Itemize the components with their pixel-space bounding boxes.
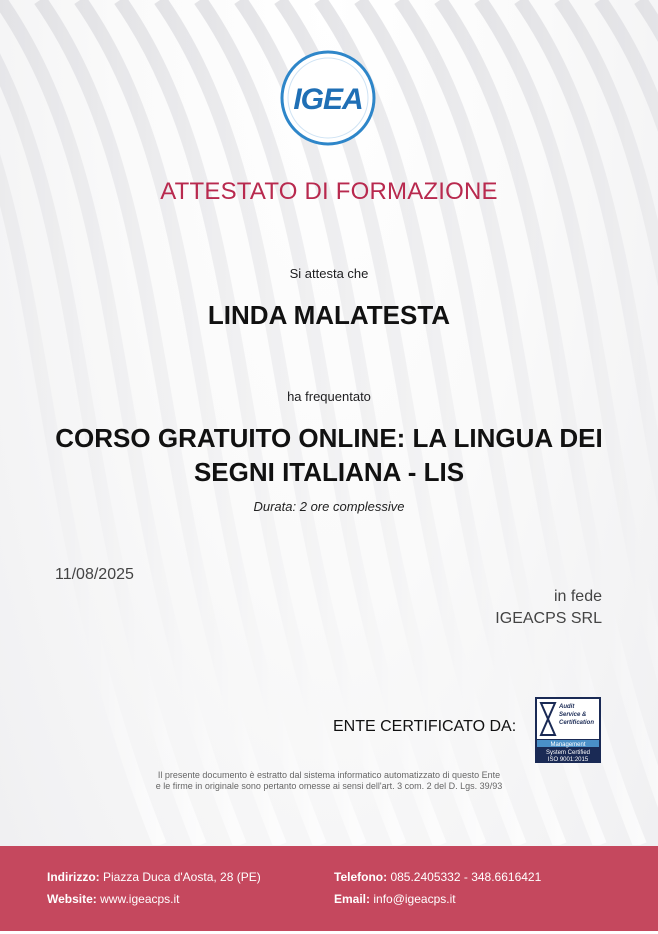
email-label: Email: — [334, 892, 371, 906]
footer-website — [47, 892, 180, 906]
website-link[interactable]: www.igeacps.it — [100, 892, 180, 906]
issue-date: 11/08/2025 — [55, 566, 134, 583]
svg-text:Certification: Certification — [559, 720, 595, 726]
svg-text:System Certified: System Certified — [545, 750, 591, 756]
issuer-name: IGEACPS SRL — [495, 610, 602, 627]
logo-text: IGEA — [293, 83, 363, 116]
svg-text:Audit: Audit — [559, 704, 575, 710]
igea-logo-icon — [279, 49, 377, 147]
in-fede-text: in fede — [553, 588, 602, 605]
address-value: Piazza Duca d'Aosta, 28 (PE) — [103, 870, 261, 884]
course-title-line-2: SEGNI ITALIANA - LIS — [193, 457, 465, 487]
disclaimer-line-1: Il presente documento è estratto dal sistema informatico automatizzato di questo Ente — [157, 770, 501, 780]
phone-label: Telefono: — [334, 870, 388, 884]
recipient-name: LINDA MALATESTA — [207, 300, 451, 330]
legal-disclaimer — [120, 770, 538, 792]
svg-text:Service &: Service & — [559, 712, 587, 718]
audit-certification-badge-icon — [535, 697, 601, 763]
address-label: Indirizzo: — [47, 870, 100, 884]
signature-block — [495, 586, 602, 630]
svg-text:Management: Management — [550, 742, 586, 748]
phone-value: 085.2405332 - 348.6616421 — [390, 870, 542, 884]
course-duration: Durata: 2 ore complessive — [253, 499, 405, 514]
footer-email — [334, 892, 456, 906]
course-title-line-1: CORSO GRATUITO ONLINE: LA LINGUA DEI — [55, 423, 603, 453]
footer-address — [47, 870, 261, 884]
attest-line: Si attesta che — [289, 266, 369, 281]
footer-phone — [334, 870, 541, 884]
contact-footer — [0, 846, 658, 931]
certified-by-label: ENTE CERTIFICATO DA: — [333, 718, 517, 735]
disclaimer-line-2: e le firme in originale sono pertanto omesse ai sensi dell'art. 3 com. 2 del D. Lgs. 39/93 — [155, 781, 503, 791]
certificate-title: ATTESTATO DI FORMAZIONE — [160, 178, 498, 205]
website-label: Website: — [47, 892, 97, 906]
svg-text:ISO 9001:2015: ISO 9001:2015 — [547, 757, 589, 763]
course-title — [40, 421, 618, 489]
email-link[interactable]: info@igeacps.it — [373, 892, 456, 906]
attended-line: ha frequentato — [287, 389, 371, 404]
